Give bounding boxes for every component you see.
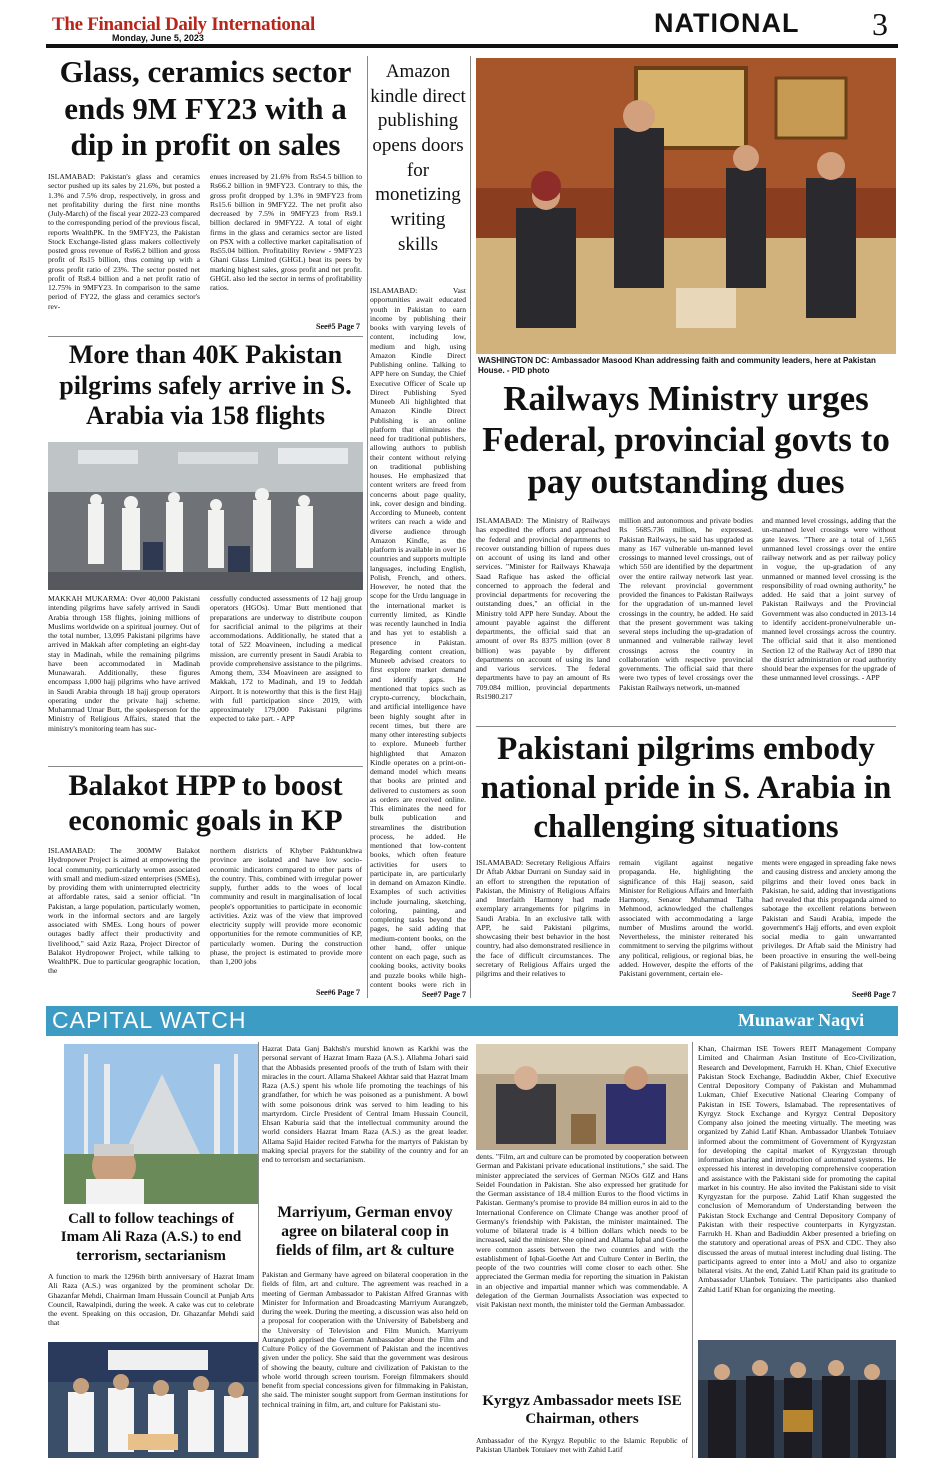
divider [476,726,896,727]
page-number: 3 [872,6,888,42]
pride-col-2: remain vigilant against negative propaganda. He, highlighting the significance of this Hajj season, said Minister for Religious Affairs and Interfaith Harmony, Senator Muhammad Talha Mehmood, acknowledged the challenges associated with accommodating a large number of Muslims around the world. Nevertheless, the minister reiterated his commitment to serving the pilgrims without any political, religious, or regional bias, he added. However, despite the efforts of the Pakistani government, certain ele- [619,858,753,978]
marriyum-meeting-photo [476,1044,688,1150]
raza-headline: Call to follow teachings of Imam Ali Raza (A.S.) to end terrorism, sectarianism [60,1211,242,1264]
divider [692,1042,693,1458]
railways-col-2: million and autonomous and private bodies Rs 5685.736 million, he expressed. Pakistan Railways, he said has upgraded as many as 167 vulnerable un-manned level crossings to manned level crossings, out of which 550 are identified by the department over the entire railway network last year. The relevant provincial government provided the finances to Pakistan Railways for the upgradation of un-manned level crossings in the country, he added. He said that the present government was taking several steps including the up-gradation of unmanned and vulnerable railway level crossings across the country in collaboration with respective provincial governments. The official said that there were two types of level crossings over the Pakistan Railways network, un-manned [619,516,753,692]
top-rule [46,44,898,48]
washington-caption: WASHINGTON DC: Ambassador Masood Khan addressing faith and community leaders, here at Pakistan House. - PID photo [478,356,876,375]
raza-body: A function to mark the 1296th birth anniversary of Hazrat Imam Ali Raza (A.S.) was organized by the prominent scholar Dr. Ghazanfar Mehdi, Chairman Imam Hussain Council at Punjab Arts Council, Rawalpindi, during the week. A cake was cut to celebrate the event. Speaking on this occasion, Dr. Ghazanfar Mehdi said that [48,1272,254,1328]
marriyum-body: Pakistan and Germany have agreed on bilateral cooperation in the fields of film, art and culture. The agreement was reached in a meeting of German Ambassador to Pakistan Alfred Grannas with Minister for Information and Broadcasting Marriyum Aurangzeb, during the week. During the meeting, a discussion was also held on a proposal for cooperation with the University of Babelsberg and the University of Television and Film Munich. Marriyum Aurangzeb apprised the German Ambassador about the Film and Culture Policy of the Government of Pakistan and the incentives given under the policy. She said that the government was desirous of showing the beauty, culture and civilization of Pakistan to the whole world through screen tourism. Foreign filmmakers should benefit from special concessions given for filmmaking in Pakistan, she said. The minister sought support from German institutions for technical training in film, art, and culture for Pakistani stu- [262,1270,468,1409]
pilgrims-headline: More than 40K Pakistan pilgrims safely arrive in S. Arabia via 158 flights [59,340,352,431]
divider [367,56,368,998]
balakot-col-1: ISLAMABAD: The 300MW Balakot Hydropower Project is aimed at empowering the local community, particularly women associated with small and medium-sized enterprises (SMEs), by providing them with uninterrupted electricity at affordable rates, said a senior official. "In Pakistan, a large population, particularly women, work in the informal sectors and are largely associated with SMEs. Long hours of power outages badly affect their productivity and livelihood," said Aziz Raza, Project Director of Balakot Hydropower Project, while talking to WealthPK. Due to particular geographic location, the [48,846,200,976]
divider [470,56,471,998]
washington-event-photo [476,58,896,354]
pride-col-1: ISLAMABAD: Secretary Religious Affairs Dr Aftab Akbar Durrani on Sunday said in an effort to strengthen the reputation of Pakistan, the Ministry of Religious Affairs and Interfaith Harmony had made exemplary arrangements for pilgrims in Saudi Arabia. In an exclusive talk with APP, he said Pakistani pilgrims, showcasing their best behavior in the host country, had also demonstrated resilience in the face of difficult circumstances. The secretary of Religious Affairs urged the pilgrims and their relatives to [476,858,610,978]
divider [258,1042,259,1458]
balakot-see-more[interactable]: See#6 Page 7 [316,988,360,997]
pride-headline: Pakistani pilgrims embody national pride in S. Arabia in challenging situations [480,731,892,845]
mosque-portrait-photo [64,1044,258,1204]
kyrgyz-body: Khan, Chairman ISE Towers REIT Management Company Limited and Chairman Asian Institute of Eco-Civilization, Research and Development, Farrukh H. Khan, Chief Executive Pakistan Stock Exchange, Badiuddin Akber, Chief Executive Central Depository Company of Pakistan and Muhammad Lukman, Chief Executive National Clearing Company of Pakistan in ISE Towers, Islamabad. The representatives of Kyrgyz Stock Exchange and Kyrgyz Central Depository Company also joined the meeting virtually. The meeting was organized by Zahid Latif Khan. Ambassador Ulanbek Totuiaev informed about the commitment of Government of Kyrgyzstan for developing the capital market of Kyrgyzstan through information sharing and introduction of automated systems. He expressed his interest in developing comprehensive cooperation and assistance with the Pakistani side for promoting the capital market in his country. He also invited the Pakistani side to visit Kyrgyzstan for the purpose. Zahid Latif Khan suggested the conclusion of Memorandum of Understanding between the Pakistan Stock Exchange and Central Depository Company of Pakistan with their respective counterparts in Kyrgyzstan. Farrukh H. Khan and Badiuddin Akber presented a briefing on the statutory and operational areas of PSX and CDC. They also discussed the areas of mutual interest including dual listing. The participants agreed to enter into a MoU and also to organize bilateral visits. At the end, Zahid Latif Khan paid its gratitude to Ambassador Ulanbek Totuiaev. The participants also thanked Zahid Latif Khan for organizing the meeting. [698,1044,896,1294]
railways-headline: Railways Ministry urges Federal, provincial govts to pay outstanding dues [482,379,890,501]
railways-col-1: ISLAMABAD: The Ministry of Railways has expedited the efforts and approached the federal and provincial departments to recover outstanding billion of rupees dues on account of using its land and other services. "Minister for Railways Khawaja Saad Rafique has asked the official concerned to approach the federal and provincial departments for recovering the outstanding dues," an official in the Ministry told APP here Sunday. About the amount payable against the different departments, the official said that an amount of over Rs 8375 million (over 8 billion) was payable by different departments on account of using its land and various services. The federal departments have to pay an amount of Rs 709.084 million, provincial departments Rs1980.217 [476,516,610,701]
amazon-headline: Amazon kindle direct publishing opens doors for monetizing writing skills [370,61,466,255]
section-label: NATIONAL [654,8,800,38]
masthead-date: Monday, June 5, 2023 [112,33,204,43]
balakot-col-2: northern districts of Khyber Pakhtunkhwa province are isolated and have low socio-economic indicators compared to other parts of the country. This, combined with irregular power supply, further adds to the woes of local community and result in marginalisation of local people's opportunities to participate in economic activities. Aziz was of the view that improved electricity supply will provide more economic opportunities for the remote communities of KP, particularly women. During the construction phase, the project is estimated to provide more than 1,200 jobs [210,846,362,966]
glass-see-more[interactable]: See#5 Page 7 [316,322,360,331]
divider [48,336,363,337]
kyrgyz-headline: Kyrgyz Ambassador meets ISE Chairman, others [482,1393,682,1428]
divider [48,766,363,767]
amazon-body: ISLAMABAD: Vast opportunities await educated youth in Pakistan to earn income by publishing their books with varying levels of content, including low, medium and high, using Amazon Kindle Direct Publishing online. Talking to APP here on Sunday, the Chief Executive Officer of Scale up Direct Publishing Syed Muneeb Ali highlighted that Amazon Kindle Direct Publishing is an online platform that eliminates the need for traditional publishers, allowing authors to publish their content without relying on traditional publishing houses. He emphasized that content writers are freed from concerns about page quality, ink, cover design and binding. According to Muneeb, content writers can reach a wide and diverse audience through Amazon Kindle, as the platform is available in over 16 countries and supports multiple languages, including English, Polish, French, and others. However, he noted that the scope for the Urdu language in the international market is currently limited, as Kindle was recently launched in India and has yet to establish a presence in Pakistan. Regarding content creation, Muneeb advised creators to first explore market demand and identify gaps. He mentioned that topics such as crypto-currency, blockchain, and artificial intelligence have been highly sought after in recent times, but there are many other interesting subjects to explore. Muneeb further highlighted that Amazon Kindle operates on a print-on-demand model which means that books are printed and delivered to customers as soon as orders are received online. This eliminates the need for bulk publication and streamlines the distribution process, he added. He mentioned that low-content books, which often feature activities for users to participate in, are particularly in demand on Amazon Kindle. Examples of such activities include journaling, sketching, coloring, painting, and completing tasks beyond the pages, he said adding that medium-content books, on the other hand, offer unique content on each page, such as cooking books, activity books and puzzle books while high-content books were rich in [370,286,466,988]
masthead-name: The Financial Daily International [52,14,315,35]
glass-col-2: enues increased by 21.6% from Rs54.5 billion to Rs66.2 billion in 9MFY23. Contrary to this, the gross profit dropped by 1.3% in 9MFY23 from Rs15.6 billion in 9MFY22. The net profit also decreased by 7.5% in 9MFY23 from Rs9.1 billion declared in 9MFY22. A total of eight firms in the glass and ceramics sector are listed on PSX with a collective market capitalisation of Rs55.04 billion. Profitability Review - 9MFY23 Ghani Glass Limited (GHGL) beat its peers by marking highest sales, gross profit and net profit. GHGL also led the sector in terms of profitability ratios. [210,172,362,292]
kyrgyz-meeting-photo [698,1340,896,1458]
capital-watch-author: Munawar Naqvi [738,1010,865,1030]
glass-col-1: ISLAMABAD: Pakistan's glass and ceramics sector pushed up its sales by 21.6%, but posted a 1.3% and 7.5% drop, respectively, in gross and net profitability during the first nine months (July-March) of the fiscal year 2022-23 compared to the corresponding period of the previous fiscal, reports WealthPK. In the 9MFY23, the Pakistan Stock Exchange-listed glass makers collectively posted gross revenue of Rs66.2 billion and gross profit of Rs15 billion, thus coming up with a gross profit ratio of 23%. The sector posted net profit of Rs8.4 billion and a net profit ratio of 12.75% in 9MFY23. In comparison to the same period of FY22, the glass and ceramics sector's rev- [48,172,200,311]
marriyum-col-2: dents. "Film, art and culture can be promoted by cooperation between German and Pakistani private educational institutions," she said. The minister appreciated the services of German NGOs GIZ and Hans Seidel Foundation in Pakistan. She also expressed her gratitude for the German assistance of 18.4 million Euros to the flood victims in Pakistan. Germany's promise to provide 84 million euros in aid to the International Conference on Climate Change was another proof of Germany's friendship with Pakistan, the minister maintained. The volume of bilateral trade is 4 billion dollars which needs to be increased, said the minister. She opined and Allama Iqbal and Goethe were common assets between the two countries and with the establishment of Iqbal-Goethe Art and Culture Center in Berlin, the people of the two countries will come closer to each other. She appreciated the German media for reporting the situation in Pakistan in an objective and impartial manner which was commendable. A delegation of the German Journalists Association was expected to visit Pakistan next month, the minister told the German Ambassador. [476,1152,688,1309]
pride-col-3: ments were engaged in spreading fake news and causing distress and anxiety among the pilgrims and their loved ones back in Pakistan, he said, adding that investigations had revealed that this propaganda aimed to sabotage the excellent relations between Pakistan and Saudi Arabia, impede the government's Hajj efforts, and even exploit social media to gain unwarranted privileges. Dr Aftab said the Ministry had been proactive in ensuring the well-being of Pakistani pilgrims, adding that [762,858,896,969]
amazon-see-more[interactable]: See#7 Page 7 [422,990,466,999]
railways-col-3: and manned level crossings, adding that the un-manned level crossings were without gate leaves. "There are a total of 1,565 unmanned level crossings over the entire railway network and as per railway policy in vogue, the up-gradation of any unmanned or manned level crossing is the responsibility of road owning authority," he added. He said that a joint survey of Pakistan Railways and the Provincial Government was also conducted in 2013-14 to identify accident-prone/vulnerable un-manned level crossings across the country. The official said that it also mentioned Section 12 of the Railway Act of 1890 that the district administration or road authority should bear the expenses for the upgrade of these unmanned level crossings. - APP [762,516,896,683]
pilgrims-col-1: MAKKAH MUKARMA: Over 40,000 Pakistani intending pilgrims have safely arrived in Saudi Arabia through 158 flights, joining millions of Muslims worldwide on a spiritual journey. Out of the total number, 13,095 Pakistani pilgrims have arrived in Makkah after completing an eight-day stay in Madinah, while the remaining pilgrims have been accommodated in Madinah Munawarah. Additionally, these figures encompass 1,000 hajj pilgrims who have arrived in Saudi Arabia through 18 hajj group operators operating under the private hajj scheme. Muhammad Umar Butt, the spokesperson for the Ministry of Religious Affairs, stated that the ministry's monitoring team has suc- [48,594,200,733]
kyrgyz-lead: Ambassador of the Kyrgyz Republic to the Islamic Republic of Pakistan Ulanbek Totuiaev met with Zahid Latif [476,1436,688,1455]
balakot-headline: Balakot HPP to boost economic goals in KP [68,769,343,838]
pride-see-more[interactable]: See#8 Page 7 [852,990,896,999]
marriyum-headline: Marriyum, German envoy agree on bilateral coop in fields of film, art & culture [276,1204,454,1259]
raza-col-2: Hazrat Data Ganj Bakhsh's murshid known as Karkhi was the personal servant of Hazrat Imam Raza (A.S.). Allahma Johari said that the Abbasids presented proofs of the truth of Islam with their miracles in the court. Allama Shakeel Akhtar said that Hazrat Imam Raza (A.S.) spent his whole life promoting the teachings of his grandfather, for which he was poisoned as a punishment. A bowl with some poisonous drink was served to him leading to his martyrdom. Circle President of Central Imam Hussain Council, Ehsan Kaburia said that the intellectual community around the world considers Hazrat Imam Raza (A.S.) as the great leader. Allama Sajid Haider recited Fatwha for the martyrs of Pakistan by making special prayers for the stability of the country and for an end to terrorism and sectarianism. [262,1044,468,1164]
capital-watch-title: CAPITAL WATCH [52,1007,247,1033]
raza-event-photo [48,1342,258,1458]
pilgrims-col-2: cessfully conducted assessments of 12 hajj group operators (HGOs). Umar Butt mentioned that preparations are underway to distribute coupon for sacrificial animal to the pilgrims at their accommodations. Additionally, he stated that a total of 522 Moavineen, including a medical mission, are currently present in Saudi Arabia to provide comprehensive assistance to the pilgrims. Among them, 334 Moavineen are assigned to Makkah, 172 to Madinah, and 19 to Jeddah Airport. It is noteworthy that this is the first Hajj with full participation since 2019, with approximately 179,000 Pakistani pilgrims expected to take part. - APP [210,594,362,724]
glass-headline: Glass, ceramics sector ends 9M FY23 with a dip in profit on sales [59,54,352,163]
airport-pilgrims-photo [48,442,363,590]
